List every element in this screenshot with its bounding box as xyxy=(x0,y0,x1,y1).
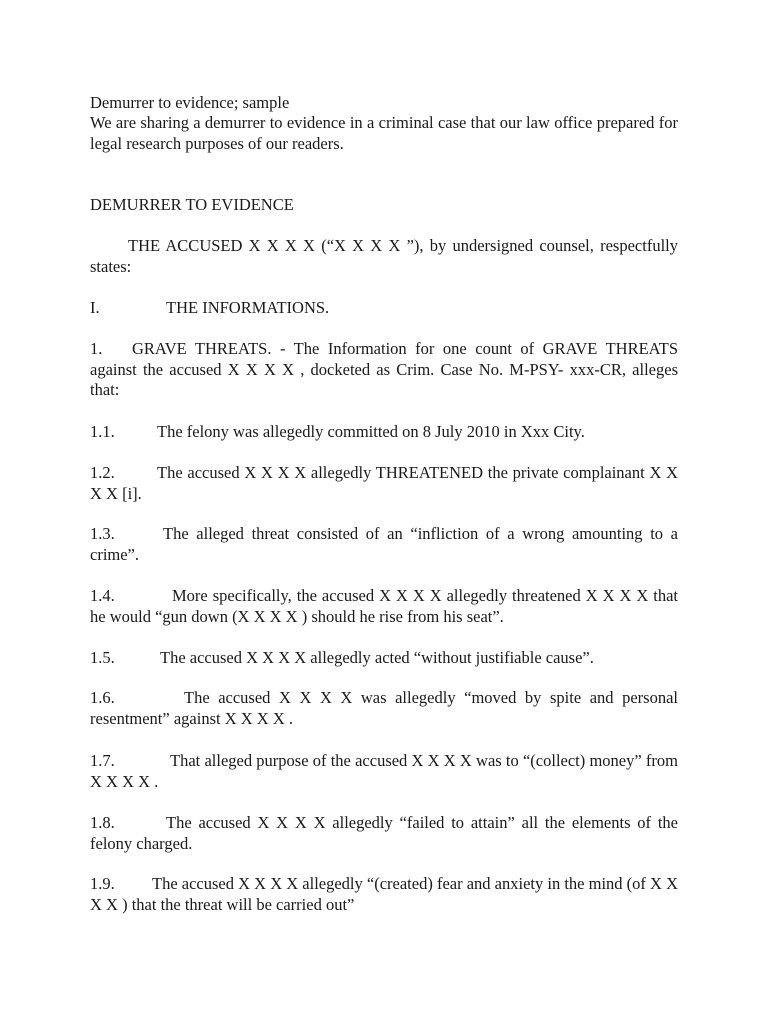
opening-paragraph: THE ACCUSED X X X X (“X X X X ”), by undersigned counsel, respectfully states: xyxy=(90,236,678,276)
item-number: 1.2. xyxy=(90,463,115,482)
section-number: I. xyxy=(90,298,100,317)
intro-paragraph: We are sharing a demurrer to evidence in a criminal case that our law office prepared for legal research purposes of our readers. xyxy=(90,113,678,153)
item-number: 1.6. xyxy=(90,688,115,707)
item-text: The accused X X X X allegedly THREATENED the private complainant X X X X [i]. xyxy=(90,463,678,503)
item-text: The felony was allegedly committed on 8 July 2010 in Xxx City. xyxy=(157,422,585,441)
item-text: That alleged purpose of the accused X X X X was to “(collect) money” from X X X X . xyxy=(90,751,678,791)
paragraph-one-number: 1. xyxy=(90,339,103,358)
item-text: The accused X X X X was allegedly “moved by spite and personal resentment” against X X X X . xyxy=(90,688,678,728)
item-text: The accused X X X X allegedly “failed to attain” all the elements of the felony charged. xyxy=(90,813,678,853)
item-number: 1.8. xyxy=(90,813,115,832)
item-number: 1.1. xyxy=(90,422,115,441)
item-text: The accused X X X X allegedly “(created) fear and anxiety in the mind (of X X X X ) that the threat will be carried out” xyxy=(90,874,678,914)
item-number: 1.4. xyxy=(90,586,115,605)
item-number: 1.9. xyxy=(90,874,115,893)
item-text: The alleged threat consisted of an “infliction of a wrong amounting to a crime”. xyxy=(90,524,678,564)
item-number: 1.7. xyxy=(90,751,115,770)
item-number: 1.5. xyxy=(90,648,115,667)
document-page xyxy=(90,0,678,1024)
item-text: The accused X X X X allegedly acted “without justifiable cause”. xyxy=(160,648,594,667)
paragraph-one: GRAVE THREATS. - The Information for one count of GRAVE THREATS against the accused X X X X , docketed as Crim. Case No. M-PSY- xxx-CR, alleges that: xyxy=(90,339,678,399)
document-title: Demurrer to evidence; sample xyxy=(90,93,290,112)
item-text: More specifically, the accused X X X X allegedly threatened X X X X that he would “gun down (X X X X ) should he rise from his seat”. xyxy=(90,586,678,626)
main-heading: DEMURRER TO EVIDENCE xyxy=(90,195,294,214)
item-number: 1.3. xyxy=(90,524,115,543)
section-title: THE INFORMATIONS. xyxy=(166,298,330,317)
